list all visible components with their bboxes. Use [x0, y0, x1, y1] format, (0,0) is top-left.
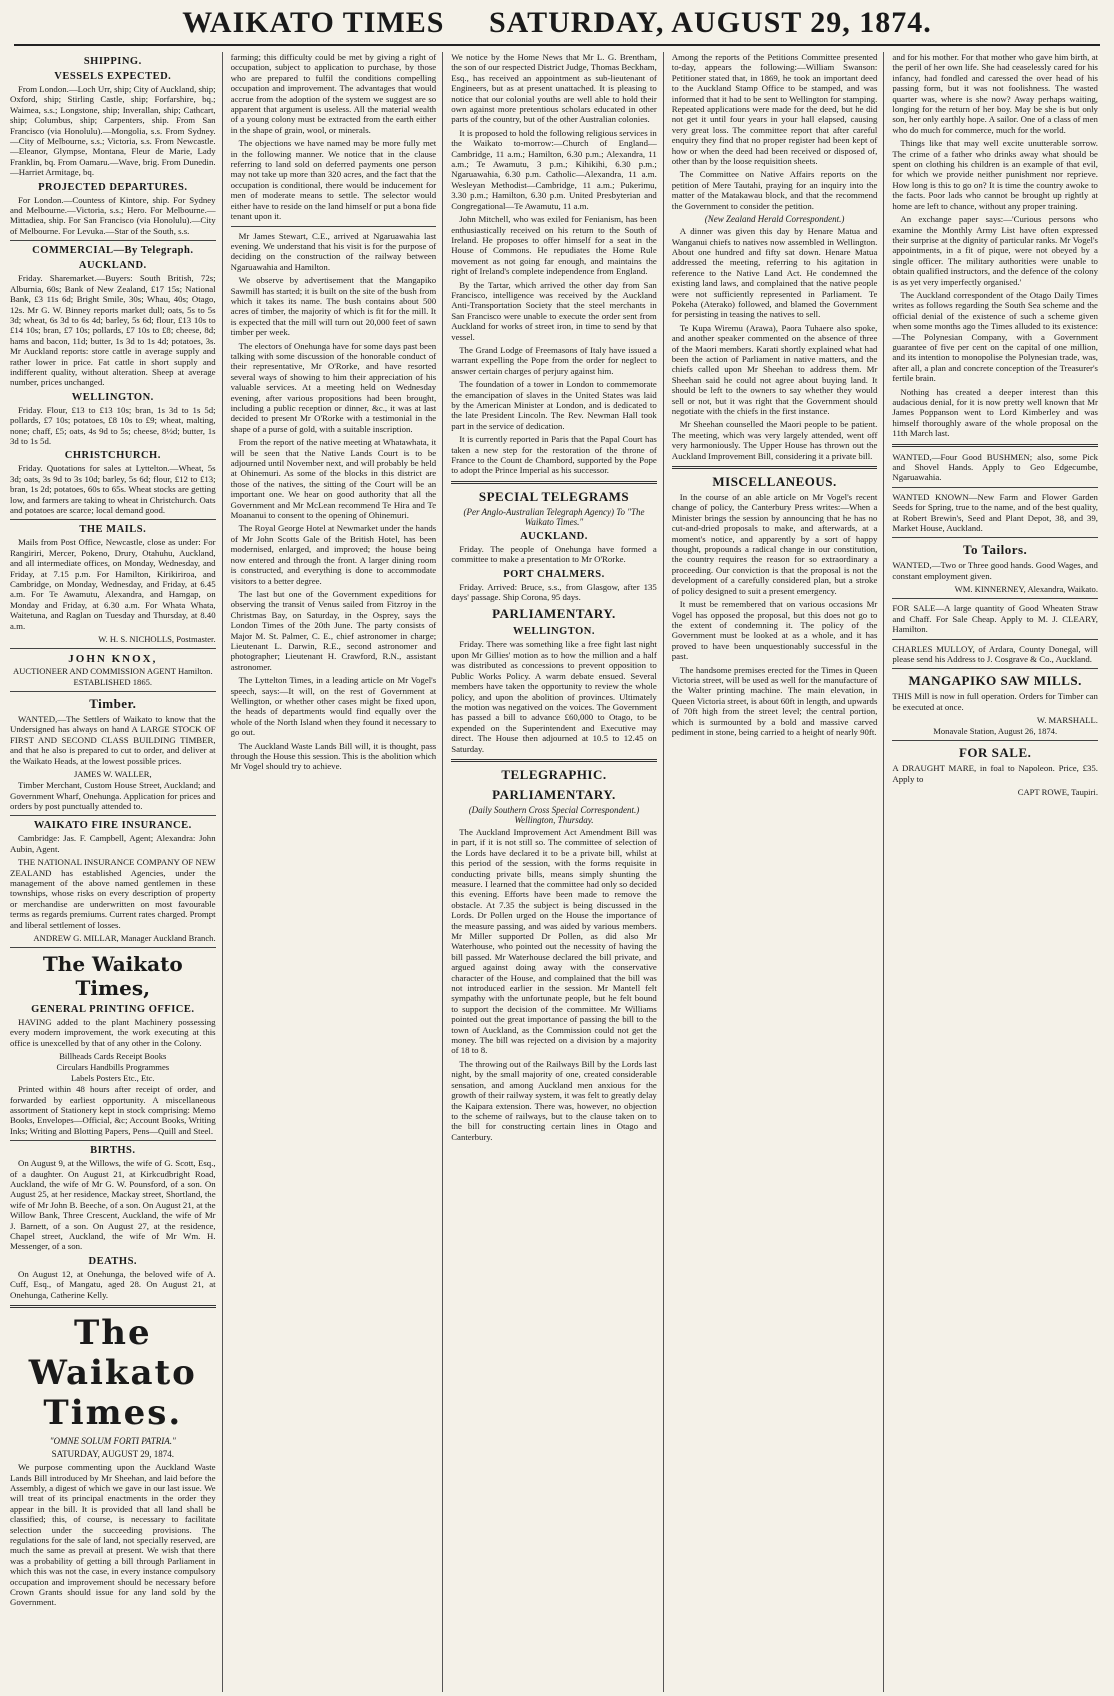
knox-ad-sub: AUCTIONEER AND COMMISSION AGENT Hamilton. [12, 666, 213, 677]
news-paragraph: An exchange paper says:—'Curious persons who examine the Monthly Army List have often expressed their surprise at the dignity of particular ranks. Mr Vogel's appointments, in a fit of pique, were not obeyed by a single officer. The military authorities were unable to obtain qualified instructors, and the defence of the colony is as yet very imperfectly organised.' [892, 214, 1098, 287]
divider [10, 648, 216, 649]
projected-heading: PROJECTED DEPARTURES. [38, 181, 188, 193]
timber-heading: Timber. [89, 696, 137, 712]
millar-signature: ANDREW G. MILLAR, Manager Auckland Branch. [33, 932, 216, 943]
news-paragraph: It is proposed to hold the following religious services in the Waikato to-morrow:—Church of England—Cambridge, 11 a.m.; Hamilton, 6.30 p.m.; Alexandra, 11 a.m.; Te Awamutu, 3 p.m.; Kihikihi, 6.30 p.m.; Ngaruawahia, 6.30 p.m. Catholic—Alexandra, 11 a.m. Wesleyan Methodist—Cambridge, 11 a.m.; Pukerimu, 3.30 p.m.; Hamilton, 6.30 p.m. United Presbyterian and Congregational—Te Awamutu, 11 a.m. [451, 127, 657, 211]
news-paragraph: The Royal George Hotel at Newmarket under the hands of Mr John Scotts Gale of the British Hotel, has been modernised, enlarged, and improved; the house being now entered and through the front. A larger dining room is constructed, and everything is done to accommodate visitors to a better degree. [230, 523, 437, 586]
mulloy-ad: CHARLES MULLOY, of Ardara, County Donegal, will please send his Address to J. Cosgrave & Co., Auckland. [892, 643, 1098, 664]
divider [10, 691, 216, 692]
knox-ad-est: ESTABLISHED 1865. [73, 677, 153, 688]
for-sale-heading: FOR SALE. [958, 745, 1032, 761]
news-paragraph: Te Kupa Wiremu (Arawa), Paora Tuhaere also spoke, and another speaker commented on the absence of three of the Maori members. Karati shortly explained what had been the action of Parliament in native matters, and the chiefs called upon Mr Sheehan to address them. Mr Sheehan said he could not agree about buying land. It should be left to the owners to say whether they would sell or not, but it was right that the Government should negotiate with the chiefs in the first instance. [671, 322, 878, 416]
news-paragraph: The last but one of the Government expeditions for observing the transit of Venus sailed from Fitzroy in the Christmas Bay, on Saturday, in the Osprey, says the London Times of the 20th June. The party consists of Major M. St. Palmer, C. E., chief astronomer in charge; Lieutenant L. Darwin, R.E., second astronomer and photographer; Lieutenant H. Crawford, R.N., assistant astronomer. [230, 588, 437, 672]
special-telegrams-sub: (Per Anglo-Australian Telegraph Agency) To "The Waikato Times." [463, 506, 645, 527]
column-3 [451, 52, 664, 1692]
printing-list-row: Billheads Cards Receipt Books [59, 1051, 167, 1062]
news-paragraph: The electors of Onehunga have for some days past been talking with some discussion of the honorable conduct of their representative, Mr O'Rorke, and have resorted several ways of showing to him their appreciation of his valuable services. At a meeting held on Wednesday evening, after various propositions had been brought, including a public reception or dinner, &c., it was at last decided to present Mr O'Rorke with a testimonial in the shape of a purse of gold, with a suitable inscription. [230, 340, 437, 434]
divider [10, 815, 216, 816]
herald-correspondent-heading: (New Zealand Herald Correspondent.) [704, 214, 845, 225]
port-chalmers-heading: PORT CHALMERS. [503, 568, 605, 580]
commercial-heading: COMMERCIAL—By Telegraph. [32, 245, 194, 257]
printing-list-row: Circulars Handbills Programmes [56, 1062, 170, 1073]
telegraphic-heading: TELEGRAPHIC. [501, 766, 607, 782]
wellington-text: Friday. Flour, £13 to £13 10s; bran, 1s 3d to 1s 5d; pollards, £7 10s; potatoes, £8 10s to £9; wheat, malting, none; chaff, £5; oats, 4s 9d to 5s; cheese, 8½d; butter, 1s 3d to 1s 5d. [10, 404, 216, 446]
mails-text: Mails from Post Office, Newcastle, close as under: For Rangiriri, Mercer, Pokeno, Drury, Otahuhu, Auckland, and all intermediate offices, on Monday, Wednesday, and Friday, at 7.15 p.m. For Hamilton, Kirikiriroa, and Cambridge, on Monday, Wednesday, and Friday, at 6.45 a.m. For Te Awamutu, Alexandra, and Hamgap, on Monday and Friday, at 6.30 a.m. For Whata Whata, Waitetuna, and Raglan on Tuesday and Thursday, at 8.40 a.m. [10, 537, 216, 631]
divider [892, 740, 1098, 741]
births-heading: BIRTHS. [90, 1145, 136, 1157]
masthead-date: SATURDAY, AUGUST 29, 1874. [488, 6, 932, 39]
news-paragraph: It is currently reported in Paris that the Papal Court has taken a new step for the restoration of the throne of France to the Count de Chambord, supported by the Pope to adopt the Prince Imperial as his successor. [451, 434, 657, 476]
columns [10, 52, 1104, 1692]
wanted-ad: WANTED KNOWN—New Farm and Flower Garden Seeds for Spring, true to the name, and of the best quality, at Robert Brewin's, Seed and Plant Depot, 38, and 39, Market House, Auckland. [892, 491, 1098, 534]
divider [892, 639, 1098, 640]
divider [10, 1140, 216, 1141]
vessels-text: From London.—Loch Urr, ship; City of Auckland, ship; Oxford, ship; Stirling Castle, ship; Forfarshire, bq.; Waimea, s.s.; Longstone, ship; Inverallan, ship; Cathcart, ship; Columbus, ship; Carpenters, ship. From San Francisco (via Honolulu).—Mongolia, s.s. From Sydney.—City of Melbourne, s.s.; Victoria, s.s. From Newcastle.—Eleanor, Glympse, Montana, Fleur de Marie, Lady Franklin, bq. From Oamaru.—Wave, brig. From Dunedin.—Harriet Armitage, bq. [10, 84, 216, 178]
printing-list-row: Labels Posters Etc., Etc. [71, 1073, 155, 1084]
printing-office-text: HAVING added to the plant Machinery possessing every modern improvement, the work executing at this office is unexcelled by that of any other in the Colony. [10, 1016, 216, 1048]
divider [10, 519, 216, 520]
parliamentary-heading-2: PARLIAMENTARY. [492, 786, 616, 802]
deaths-text: On August 12, at Onehunga, the beloved wife of A. Cuff, Esq., of Mangatu, aged 28. On August 21, at Onehunga, Catherine Kelly. [10, 1268, 216, 1300]
column-2 [231, 52, 444, 1692]
news-paragraph: We observe by advertisement that the Mangapiko Sawmill has started; it is built on the site of the bush from which it takes its name. The bush contains about 500 acres of timber, the majority of which is fit for the mill. It is expected that the mill will turn out 20,000 feet of sawn timber per week. [230, 275, 437, 338]
news-paragraph: The Auckland correspondent of the Otago Daily Times writes as follows regarding the South Sea scheme and the official denial of the existence of such a scheme given when some months ago the Times alluded to its existence:—The Polynesian Company, with a Government guarantee of five per cent on the capital of one million, and its intention to monopolise the Polynesian trade, was, after all, a plan and concrete conception of the Treasurer's fertile brain. [892, 289, 1098, 384]
misc-paragraph: It must be remembered that on various occasions Mr Vogel has opposed the proposal, but this does not go to the extent of condemning it. The policy of the Government must be looked at as a whole, and it has proved to have been unquestionably successful in the past. [671, 599, 878, 662]
news-paragraph: John Mitchell, who was exiled for Fenianism, has been enthusiastically received on his return to the South of Ireland. He proposes to offer himself for a seat in the House of Commons. He repudiates the Home Rule movement as not going far enough, and maintains the right of Ireland's complete independence from England. [451, 214, 657, 277]
waller-text: Timber Merchant, Custom House Street, Auckland; and Government Wharf, Onehunga. Application for prices and orders by post punctually attended to. [10, 780, 216, 811]
marshall-date: Monavale Station, August 26, 1874. [933, 726, 1058, 737]
news-paragraph: The Auckland Waste Lands Bill will, it is thought, pass through the House this session. This is the abolition which Mr Vogel should try to achieve. [230, 740, 437, 772]
waller-name: JAMES W. WALLER, [73, 769, 152, 780]
news-paragraph: Nothing has created a deeper interest than this audacious denial, for it is now pretty well known that Mr James Poppanson went to Lord Kimberley and was himself thoroughly aware of the whole proposal on the 11th March last. [892, 386, 1098, 439]
auckland-telegram: Friday. The people of Onehunga have formed a committee to make a presentation to Mr O'Rorke. [451, 543, 657, 565]
parliamentary-text: Friday. There was something like a free fight last night upon Mr Gillies' motion as to how the million and a half was distributed as concessions to prevent opposition to Public Works Policy. A warm debate ensued. Several members have taken the opportunity to review the whole policy, and upon the abolition of provinces. Ultimately the motion was negatived on the voices. The Government has passed a bill to advance £60,000 to Otago, to be expended on the Superintendent and Executive may direct. The House then adjourned at 10.5 to 12.45 on Saturday. [451, 639, 657, 754]
parliamentary-text-2: The Auckland Improvement Act Amendment Bill was in part, if it is not still so. The committee of selection of the Lords have declared it to be a private bill, whilst at this period of the session, with the forms requisite in conducting private bills, means simply shunting the measure. I learned that the committee had only so decided this evening. Efforts have been made to remove the obstacle. At 7.35 the subject is being discussed in the Lords. Dr Pollen urged on the House the importance of the measure passing, and was aided by various members. Mr Miller supported Dr Pollen, as did also Mr Waterhouse, who pointed out the necessity of having the bill passed. Mr Waterhouse declared the bill private, and argued against doing away with the conservative character of the House, and complained that the bill was not introduced earlier in the session. Mr Mantell felt sympathy with the unfortunate people, but he felt bound to support the decision of the committee. Mr Williams pointed out the great importance of passing the bill to the town of Auckland, as the Commission could not get the money. The bill was rejected on a division by a majority of 18 to 8. [451, 826, 657, 1056]
rowe-signature: CAPT ROWE, Taupiri. [1017, 786, 1098, 797]
mails-heading: THE MAILS. [79, 524, 147, 536]
divider [892, 598, 1098, 599]
news-paragraph: Mr Sheehan counselled the Maori people to be patient. The meeting, which was very largely attended, went off very harmoniously. The Upper House has thrown out the Auckland Improvement Bill, considering it a private bill. [671, 419, 878, 461]
knox-ad-title: JOHN KNOX, [68, 653, 158, 666]
railway-text: The throwing out of the Railways Bill by the Lords last night, by the small majority of one, created considerable sensation, and among Auckland men anxious for the growth of their railway system, it was felt to greatly delay the Kaipara extension. There was, however, no objection to the scheme of railways, but to the clause taken on to the bill for constructing certain lines in Otago and Canterbury. [451, 1058, 657, 1142]
news-paragraph: The Grand Lodge of Freemasons of Italy have issued a warrant expelling the Pope from the order for neglect to answer certain charges of perjury against him. [451, 344, 657, 376]
postmaster-signature: W. H. S. NICHOLLS, Postmaster. [98, 634, 216, 645]
parliamentary-heading: PARLIAMENTARY. [492, 606, 616, 622]
printing-office-text-2: Printed within 48 hours after receipt of order, and forwarded by earliest opportunity. A miscellaneous assortment of Stationery kept in stock comprising: Memo Books, Envelopes—Official, &c; Account Books, Writing Inks; Writing and Blotting Papers, Pens—Quill and Steel. [10, 1084, 216, 1136]
fire-text: Cambridge: Jas. F. Campbell, Agent; Alexandra: John Aubin, Agent. [10, 833, 216, 854]
news-paragraph: Things like that may well excite unutterable sorrow. The crime of a father who drinks away what should be spent on clothing his children is an example of that evil, for which we provide neither punishment nor reprieve. How long is this to go on? It is time the country awoke to the facts. Poor lads who cannot be brought up rightly at home are left to chance, without any proper training. [892, 138, 1098, 211]
masthead-title: WAIKATO TIMES [182, 6, 445, 39]
divider [451, 759, 657, 762]
wellington-heading: WELLINGTON. [512, 626, 595, 638]
deaths-heading: DEATHS. [88, 1255, 138, 1267]
news-paragraph: and for his mother. For that mother who gave him birth, at the peril of her own life. She had ceaselessly cared for his infancy, had fondled and caressed the over head of his passing form, but it was not foolishness. The wasted quarter was, where is she now? Away perhaps waiting, longing for the return of her boy. May be she is but only son, her only earthly hope. A sailor. One of a class of men who do much for commerce, much for the world. [892, 52, 1098, 135]
news-paragraph: Among the reports of the Petitions Committee presented to-day, appears the following:—William Swanson: Petitioner stated that, in 1869, he took an important deed to the Auckland Stamp Office to be stamped, and was informed that it had to be sent to Wellington for stamping. Repeated applications were made for the deed, but he did not get it until four years in your hall elapsed, causing very great loss. The committee report that after careful enquiry they find that no proper register had been kept of how or when the deed had been received or disposed of, other than by the loose requisition sheets. [671, 52, 878, 167]
auckland-heading: AUCKLAND. [78, 260, 147, 272]
divider [892, 444, 1098, 447]
news-paragraph: The Committee on Native Affairs reports on the petition of Mere Tautahi, praying for an inquiry into the matter of the Matakawau block, and that the recommend the Government to consider the petition. [671, 169, 878, 211]
divider [451, 481, 657, 484]
editorial-motto: "OMNE SOLUM FORTI PATRIA." [49, 1436, 176, 1447]
christchurch-heading: CHRISTCHURCH. [64, 450, 161, 462]
divider [10, 1305, 216, 1308]
port-chalmers-telegram: Friday. Arrived: Bruce, s.s., from Glasgow, after 135 days' passage. Ship Corona, 95 days. [451, 581, 657, 603]
divider [231, 226, 437, 227]
christchurch-text: Friday. Quotations for sales at Lyttelton.—Wheat, 5s 3d; oats, 3s 9d to 3s 10d; barley, 5s 6d; flour, £12 to £13; bran, 1s 2d; potatoes, 60s to 65s. Wheat stocks are getting low, and farmers are taking to wheat in Christchurch. Oats and potatoes are scarce; local demand good. [10, 463, 216, 515]
waikato-times-ad-title: The Waikato Times, [42, 951, 183, 1000]
editorial-date: SATURDAY, AUGUST 29, 1874. [51, 1449, 174, 1460]
column-4 [672, 52, 885, 1692]
shipping-heading: SHIPPING. [83, 56, 142, 67]
for-sale-ad: FOR SALE—A large quantity of Good Wheaten Straw and Chaff. For Sale Cheap. Apply to M. J. CLEARY, Hamilton. [892, 603, 1098, 635]
printing-office-heading: GENERAL PRINTING OFFICE. [31, 1003, 195, 1015]
divider [892, 487, 1098, 488]
column-1 [10, 52, 223, 1692]
wellington-heading: WELLINGTON. [71, 391, 154, 403]
fire-heading: WAIKATO FIRE INSURANCE. [33, 820, 192, 832]
masthead [14, 6, 1100, 46]
mangapiko-ad: THIS Mill is now in full operation. Orders for Timber can be executed at once. [892, 691, 1098, 712]
special-telegrams-heading: SPECIAL TELEGRAMS [478, 488, 630, 504]
births-text: On August 9, at the Willows, the wife of G. Scott, Esq., of a daughter. On August 21, at Kirkcudbright Road, Auckland, the wife of Mr G. W. Pounsford, of a son. On August 25, at her residence, Mackay street, Shortland, the wife of Mr John B. Beeche, of a son. On August 21, at the Willow Bank, Three Crescent, Auckland, the wife of Mr J. Barnett, of a son. On August 27, at the residence, Chapel street, Auckland, the wife of Mr Wm. H. Messenger, of a son. [10, 1158, 216, 1252]
editorial-title: The Waikato Times. [28, 1313, 197, 1434]
tailors-ad: WANTED,—Two or Three good hands. Good Wages, and constant employment given. [892, 560, 1098, 581]
auckland-heading: AUCKLAND. [520, 530, 588, 542]
miscellaneous-heading: MISCELLANEOUS. [712, 474, 837, 490]
news-paragraph: Mr James Stewart, C.E., arrived at Ngaruawahia last evening. We understand that his visit is for the purpose of deciding on the construction of the railway between Ngaruawahia and Hamilton. [230, 230, 437, 272]
misc-paragraph: The handsome premises erected for the Times in Queen Victoria street, will be used as well for the manufacture of the Walter printing machine. The main elevation, in Queen Victoria street, is about 60ft in length, and upwards of 70ft high from the street level; the central portion, which is surmounted by a bold and massive carved pediment in stone, being carried to a height of nearly 90ft. [671, 664, 878, 737]
article-paragraph: The objections we have named may be more fully met in the following manner. We notice that in the clause referring to land sold on deferred payments one person may not take up more than 320 acres, and the fact that the occupation is conditional, there would be inducement for men of moderate means to settle. The selector would either have to reside on the land himself or put a bona fide tenant upon it. [230, 138, 437, 222]
news-paragraph: A dinner was given this day by Henare Matua and Wanganui chiefs to natives now assembled in Wellington. About one hundred and fifty sat down. Henare Matua addressed the meeting, referring to his agitation in reference to the Native Land Act. He condemned the existing land laws, and complained that the native people were not sufficiently represented in Parliament. Te Pokeha (Aterako) followed, and blamed the Government for persisting in teasing the natives to sell. [671, 226, 878, 320]
projected-text: For London.—Countess of Kintore, ship. For Sydney and Melbourne.—Victoria, s.s.; Hero. For Melbourne.—Mittadiea, ship. For San Francisco (via Honolulu).—City of Melbourne. For Levuka.—Star of the South, s.s. [10, 194, 216, 236]
tailors-heading: To Tailors. [963, 542, 1028, 558]
draught-mare-ad: A DRAUGHT MARE, in foal to Napoleon. Price, £35. Apply to [892, 763, 1098, 784]
marshall-signature: W. MARSHALL. [1036, 715, 1098, 726]
divider [10, 947, 216, 948]
wanted-ad: WANTED,—Four Good BUSHMEN; also, some Pick and Shovel Hands. Apply to Geo Edgecumbe, Ngaruawahia. [892, 451, 1098, 483]
kinnerney-signature: WM. KINNERNEY, Alexandra, Waikato. [954, 584, 1098, 595]
auckland-text: Friday. Sharemarket.—Buyers: South British, 72s; Alburnia, 60s; Bank of New Zealand, £17 15s; National Bank, £3 11s 6d; Bright Smile, 30s; Whau, 40s; Otago, 12s. Mr G. W. Binney reports market dull; oats, 5s to 5s 3d; wheat, 6s 3d to 6s 4d; barley, 5s 6d; flour, £13 10s to £14 10s; bran, £7 10s; pollards, £7 10s to £8; cheese, 8d; hams and bacon, 11d; butter, 1s 3d to 1s 4d; potatoes, 3s. Mr Auckland reports: store cattle in average supply and rather lower in price. Fat cattle in short supply and indifferent quality, without alteration. Sheep at average number, prices unchanged. [10, 273, 216, 388]
news-paragraph: The foundation of a tower in London to commemorate the emancipation of slaves in the United States was laid by the American Minister at London, and is dedicated to the late President Lincoln. The Rev. Newman Hall took part in the service of dedication. [451, 379, 657, 431]
national-insurance-text: THE NATIONAL INSURANCE COMPANY OF NEW ZEALAND has established Agencies, under the management of the above named gentlemen in these townships, whose risks on every description of property or merchandise are underwritten on most favourable terms as regards premiums. Current rates charged. Prompt and liberal settlement of losses. [10, 857, 216, 930]
divider [892, 537, 1098, 538]
news-paragraph: We notice by the Home News that Mr L. G. Brentham, the son of our respected District Judge, Thomas Beckham, Esq., has received an appointment as sub-lieutenant of Engineers, but as at present unattached. It is pleasing to notice that our colonial youths are well able to hold their own against more pretentious scholars educated in other parts of the country, but of the other Australian colonies. [451, 52, 657, 125]
parliamentary-sub: (Daily Southern Cross Special Correspondent.) Wellington, Thursday. [468, 804, 640, 825]
timber-text: WANTED,—The Settlers of Waikato to know that the Undersigned has always on hand A LARGE STOCK OF FIRST AND SECOND CLASS BUILDING TIMBER, and that he also is prepared to cut to order, and deliver at the Waikato Heads, at the lowest possible prices. [10, 714, 216, 766]
divider [892, 668, 1098, 669]
column-5 [892, 52, 1104, 1692]
misc-paragraph: In the course of an able article on Mr Vogel's recent change of policy, the Canterbury Press writes:—When a Minister brings the session by announcing that he has no cut-and-dried proposals to make, and afterwards, at a moment's notice, and apparently by a sort of happy thought, propounds a radical change in our constitution, the country requires the reason for so extraordinary a proceeding. Our conviction is that the proposal is not the development of a carefully considered plan, but a stroke of policy designed to suit a present emergency. [671, 492, 878, 596]
divider [672, 466, 878, 469]
article-paragraph: farming; this difficulty could be met by giving a right of occupation, subject to application to purchase, by those who are prepared to fulfil the conditions compelling occupation and improvement. The advantages that would accrue from the adoption of the system we suggest are so apparent that argument is useless. All the material wealth of a young colony must be extracted from the earth either in the shape of grain, wool, or minerals. [230, 52, 437, 135]
editorial-text: We purpose commenting upon the Auckland Waste Lands Bill introduced by Mr Sheehan, and laid before the Assembly, a digest of which we gave in our last issue. We will treat of its principal enactments in the order they appear in the bill. It is provided that all land shall be classified; this, of course, is necessary to facilitate selection under the succeeding provisions. The regulations for the sale of land, not specially reserved, are much the same as prevail at present. We wish that there was a probability of getting a bill through Parliament in which this was not the case, in every instance compulsory occupation and improvement should be necessary before Crown Grants should issue for any land sold by the Government. [10, 1462, 216, 1608]
news-paragraph: By the Tartar, which arrived the other day from San Francisco, intelligence was received by the Auckland Anti-Transportation Society that the steel merchants in San Francisco were unable to execute the order sent from Auckland for works of street iron, in time to send by that vessel. [451, 279, 657, 342]
news-paragraph: The Lyttelton Times, in a leading article on Mr Vogel's speech, says:—It will, on the rest of Government at Wellington, or whether other cases might be fixed upon, the heads of departments would find equally over the whole of the North Island when they found it necessary to go out. [230, 675, 437, 738]
vessels-heading: VESSELS EXPECTED. [54, 71, 172, 82]
divider [10, 240, 216, 241]
mangapiko-heading: MANGAPIKO SAW MILLS. [908, 673, 1082, 689]
news-paragraph: From the report of the native meeting at Whatawhata, it will be seen that the Native Lands Court is to be adjourned until November next, and will probably be held at Ohinemuri. As some of the blocks in this district are those of the natives, the sitting of the Court will be an important one. We hear on good authority that all the Government and Mr McLean recommend Te Hira and Te Moananui to consent to the opening of Ohinemuri. [230, 437, 437, 521]
